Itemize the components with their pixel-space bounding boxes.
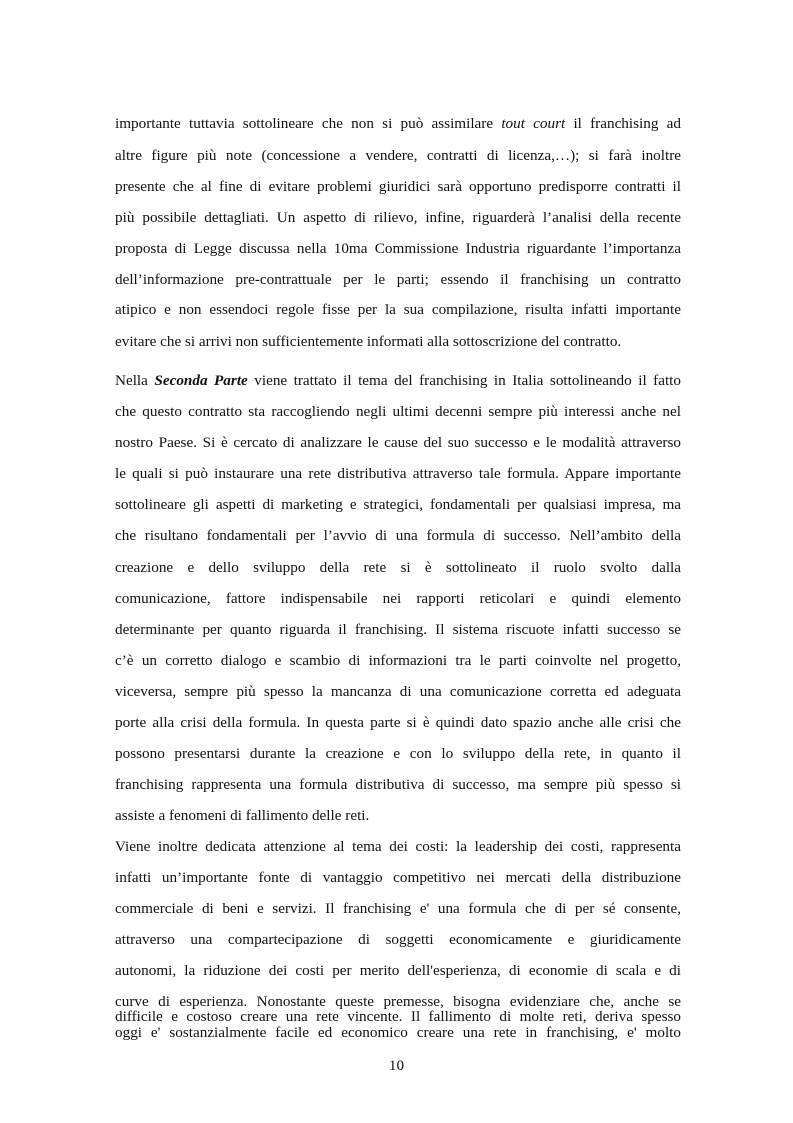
- text-line: [115, 371, 681, 391]
- text-line: [115, 558, 681, 578]
- text-segment: sottolineare gli aspetti di marketing e strategici, fondamentali per qualsiasi impresa, ma: [115, 496, 681, 513]
- text-segment: oggi e' sostanzialmente facile ed economico creare una rete in franchising, e' molto: [115, 1024, 681, 1041]
- text-segment: difficile e costoso creare una rete vincente. Il fallimento di molte reti, deriva spesso: [115, 1008, 681, 1025]
- text-segment: autonomi, la riduzione dei costi per merito dell'esperienza, di economie di scala e di: [115, 962, 681, 979]
- text-line: [115, 114, 681, 134]
- text-line: [115, 837, 681, 857]
- text-segment: proposta di Legge discussa nella 10ma Commissione Industria riguardante l’importanza: [115, 240, 681, 257]
- text-line: [115, 208, 681, 228]
- text-segment: porte alla crisi della formula. In questa parte si è quindi dato spazio anche alle crisi che: [115, 714, 681, 731]
- text-segment: creazione e dello sviluppo della rete si è sottolineato il ruolo svolto dalla: [115, 559, 681, 576]
- text-segment: infatti un’importante fonte di vantaggio competitivo nei mercati della distribuzione: [115, 869, 681, 886]
- text-segment: importante tuttavia sottolineare che non si può assimilare: [115, 115, 502, 132]
- text-line: [115, 682, 681, 702]
- text-segment: c’è un corretto dialogo e scambio di informazioni tra le parti coinvolte nel progetto,: [115, 652, 681, 669]
- text-segment: dell’informazione pre-contrattuale per le parti; essendo il franchising un contratto: [115, 271, 681, 288]
- text-segment: evitare che si arrivi non sufficientemente informati alla sottoscrizione del contratto.: [115, 333, 622, 350]
- text-line: [115, 1007, 681, 1027]
- text-segment: commerciale di beni e servizi. Il franchising e' una formula che di per sé consente,: [115, 900, 681, 917]
- text-segment: comunicazione, fattore indispensabile nei rapporti reticolari e quindi elemento: [115, 590, 681, 607]
- text-segment: Viene inoltre dedicata attenzione al tema dei costi: la leadership dei costi, rappresenta: [115, 838, 681, 855]
- text-segment: possono presentarsi durante la creazione e con lo sviluppo della rete, in quanto il: [115, 745, 681, 762]
- text-segment: nostro Paese. Si è cercato di analizzare le cause del suo successo e le modalità attraverso: [115, 434, 681, 451]
- text-line: [115, 464, 681, 484]
- text-line: [115, 177, 681, 197]
- text-line: [115, 775, 681, 795]
- text-segment: franchising rappresenta una formula distributiva di successo, ma sempre più spesso si: [115, 776, 681, 793]
- text-line: [115, 930, 681, 950]
- text-line: [115, 899, 681, 919]
- text-line: [115, 270, 681, 290]
- text-segment: che questo contratto sta raccogliendo negli ultimi decenni sempre più interessi anche nel: [115, 403, 681, 420]
- text-segment: assiste a fenomeni di fallimento delle reti.: [115, 807, 370, 824]
- text-segment: viene trattato il tema del franchising in Italia sottolineando il fatto: [247, 372, 681, 389]
- text-line: [115, 402, 681, 422]
- text-line: [115, 589, 681, 609]
- text-line: [115, 433, 681, 453]
- text-segment: che risultano fondamentali per l’avvio di una formula di successo. Nell’ambito della: [115, 527, 681, 544]
- text-segment: più possibile dettagliati. Un aspetto di rilievo, infine, riguarderà l’analisi della recente: [115, 209, 681, 226]
- text-segment: altre figure più note (concessione a vendere, contratti di licenza,…); si farà inoltre: [115, 147, 681, 164]
- page-number: 10: [388, 1057, 405, 1074]
- text-line: [115, 651, 681, 671]
- text-line: [115, 239, 681, 259]
- text-line: [115, 961, 681, 981]
- text-segment: determinante per quanto riguarda il franchising. Il sistema riscuote infatti successo se: [115, 621, 681, 638]
- text-line: [115, 526, 681, 546]
- text-line: [115, 620, 681, 640]
- text-segment: attraverso una compartecipazione di soggetti economicamente e giuridicamente: [115, 931, 681, 948]
- text-line: [115, 300, 681, 320]
- text-segment: Nella: [115, 372, 155, 389]
- text-line: [115, 332, 681, 352]
- italic-term: tout court: [501, 115, 566, 132]
- text-segment: presente che al fine di evitare problemi giuridici sarà opportuno predisporre contratti il: [115, 178, 681, 195]
- bold-italic-heading: Seconda Parte: [154, 372, 248, 389]
- text-segment: atipico e non essendoci regole fisse per la sua compilazione, risulta infatti importante: [115, 301, 681, 318]
- text-segment: il franchising ad: [565, 115, 681, 132]
- text-line: [115, 744, 681, 764]
- text-line: [115, 806, 681, 826]
- text-segment: curve di esperienza. Nonostante queste premesse, bisogna evidenziare che, anche se: [115, 993, 681, 1010]
- text-line: [115, 713, 681, 733]
- text-segment: le quali si può instaurare una rete distributiva attraverso tale formula. Appare importante: [115, 465, 681, 482]
- text-segment: viceversa, sempre più spesso la mancanza di una comunicazione corretta ed adeguata: [115, 683, 681, 700]
- text-line: [115, 495, 681, 515]
- text-line: [115, 868, 681, 888]
- text-line: [115, 146, 681, 166]
